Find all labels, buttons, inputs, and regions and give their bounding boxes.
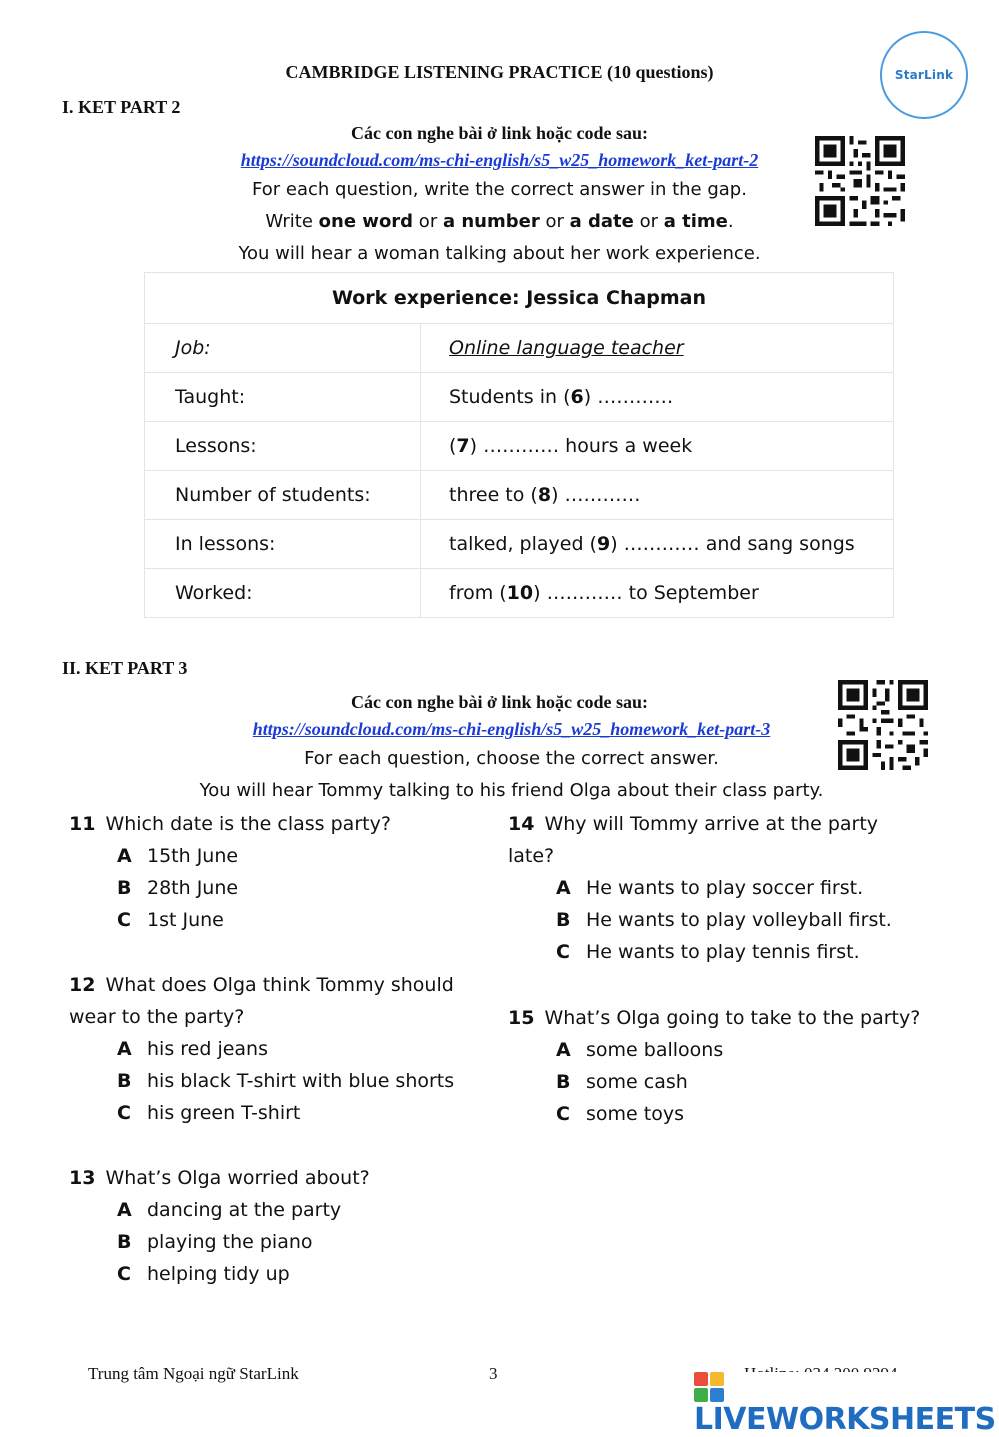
- question-13: [69, 1162, 489, 1290]
- table-row: [145, 422, 894, 471]
- option-c[interactable]: C helping tidy up: [117, 1263, 290, 1285]
- option-c[interactable]: C He wants to play tennis first.: [556, 941, 860, 963]
- table-row: [145, 471, 894, 520]
- question-14: [508, 808, 948, 968]
- question-12: [69, 969, 489, 1129]
- part2-instruction-2: Write one word or a number or a date or a time.: [265, 211, 734, 232]
- qr-code-part2[interactable]: [815, 136, 905, 226]
- option-a[interactable]: A some balloons: [556, 1039, 724, 1061]
- table-row: [145, 520, 894, 569]
- option-b[interactable]: B his black T-shirt with blue shorts: [117, 1070, 455, 1092]
- part2-soundcloud-link[interactable]: https://soundcloud.com/ms-chi-english/s5_w25_homework_ket-part-2: [240, 150, 759, 170]
- option-a[interactable]: A 15th June: [117, 845, 239, 867]
- row-label: Number of students:: [145, 471, 421, 520]
- option-a[interactable]: A his red jeans: [117, 1038, 268, 1060]
- part3-soundcloud-link[interactable]: https://soundcloud.com/ms-chi-english/s5_w25_homework_ket-part-3: [252, 719, 771, 739]
- option-b[interactable]: B He wants to play volleyball first.: [556, 909, 892, 931]
- work-experience-table: [144, 272, 894, 618]
- question-text: 15 What’s Olga going to take to the party?: [508, 1007, 921, 1029]
- answer-gap-9[interactable]: talked, played (9) ………… and sang songs: [421, 520, 894, 569]
- qr-code-part3[interactable]: [838, 680, 928, 770]
- table-row: [145, 324, 894, 373]
- question-15: [508, 1002, 968, 1130]
- logo-text: StarLink: [894, 68, 954, 82]
- part2-instruction-3: You will hear a woman talking about her work experience.: [238, 243, 761, 264]
- option-c[interactable]: C some toys: [556, 1103, 684, 1125]
- table-row: [145, 569, 894, 618]
- part3-heading: II. KET PART 3: [62, 658, 188, 678]
- option-c[interactable]: C his green T-shirt: [117, 1102, 301, 1124]
- part3-listen-label: Các con nghe bài ở link hoặc code sau:: [351, 692, 648, 712]
- row-label: Taught:: [145, 373, 421, 422]
- question-text-cont: late?: [508, 845, 555, 867]
- part2-heading: I. KET PART 2: [62, 97, 181, 117]
- option-a[interactable]: A He wants to play soccer first.: [556, 877, 864, 899]
- example-answer: Online language teacher: [421, 324, 894, 373]
- part3-instruction-2: You will hear Tommy talking to his friend Olga about their class party.: [199, 780, 824, 801]
- footer-center-name: Trung tâm Ngoại ngữ StarLink: [88, 1364, 299, 1383]
- answer-gap-10[interactable]: from (10) ………… to September: [421, 569, 894, 618]
- question-text: 13 What’s Olga worried about?: [69, 1167, 370, 1189]
- row-label: Lessons:: [145, 422, 421, 471]
- option-b[interactable]: B some cash: [556, 1071, 688, 1093]
- question-text: 14 Why will Tommy arrive at the party: [508, 813, 879, 835]
- question-text: 12 What does Olga think Tommy should: [69, 974, 454, 996]
- liveworksheets-icon: [694, 1372, 724, 1402]
- page-title: CAMBRIDGE LISTENING PRACTICE (10 questions): [285, 62, 714, 82]
- part2-listen-label: Các con nghe bài ở link hoặc code sau:: [351, 123, 648, 143]
- option-b[interactable]: B playing the piano: [117, 1231, 313, 1253]
- option-c[interactable]: C 1st June: [117, 909, 224, 931]
- option-a[interactable]: A dancing at the party: [117, 1199, 342, 1221]
- answer-gap-7[interactable]: (7) ………… hours a week: [421, 422, 894, 471]
- question-text: 11 Which date is the class party?: [69, 813, 391, 835]
- row-label: In lessons:: [145, 520, 421, 569]
- part3-instruction-1: For each question, choose the correct answer.: [304, 748, 719, 769]
- option-b[interactable]: B 28th June: [117, 877, 239, 899]
- table-row: [145, 373, 894, 422]
- question-11: [69, 808, 489, 936]
- row-label: Worked:: [145, 569, 421, 618]
- part2-instruction-1: For each question, write the correct answer in the gap.: [252, 179, 747, 200]
- answer-gap-8[interactable]: three to (8) …………: [421, 471, 894, 520]
- row-label: Job:: [145, 324, 421, 373]
- table-title: Work experience: Jessica Chapman: [145, 273, 894, 324]
- watermark-text: LIVEWORKSHEETS: [694, 1402, 996, 1437]
- question-text-cont: wear to the party?: [69, 1006, 245, 1028]
- answer-gap-6[interactable]: Students in (6) …………: [421, 373, 894, 422]
- starlink-logo: [880, 31, 968, 119]
- liveworksheets-watermark[interactable]: [690, 1372, 999, 1437]
- footer-page-number: 3: [489, 1364, 498, 1383]
